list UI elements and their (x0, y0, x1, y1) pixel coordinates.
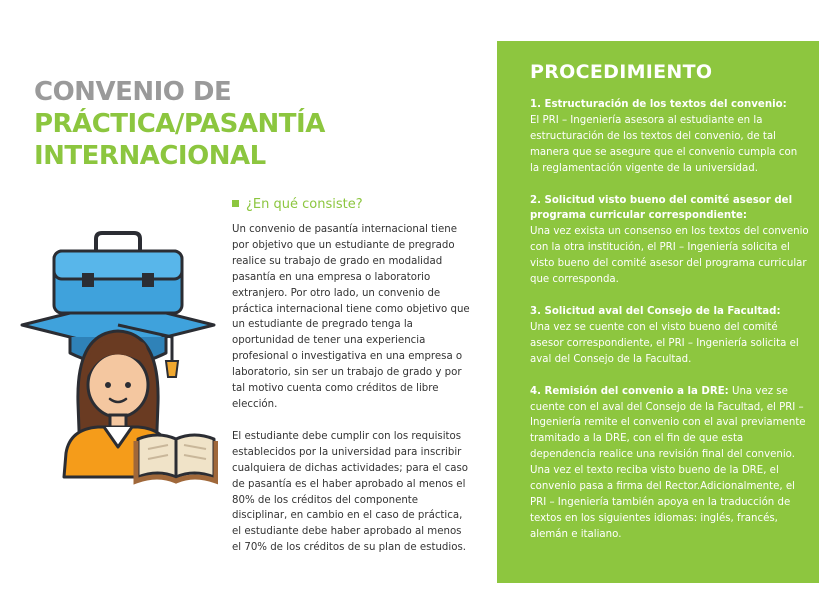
briefcase-icon (54, 233, 182, 313)
procedure-step (530, 97, 809, 177)
paragraph: Un convenio de pasantía internacional tiene por objetivo que un estudiante de pregrado realice su trabajo de grado en modalidad pasantía en una empresa o laboratorio extranjero. Por otro lado, un convenio de práctica internacional tiene como objetivo que un estudiante de pregrado tenga la oportunidad de tener una experiencia profesional o investigativa en una empresa o laboratorio, sin ser un trabajo de grado y por tal motivo cuenta como créditos de libre elección. (232, 224, 470, 410)
page-title (34, 76, 325, 172)
section-heading-text: ¿En qué consiste? (246, 197, 363, 212)
paragraph: El estudiante debe cumplir con los requisitos establecidos por la universidad para inscribir cualquiera de dichas actividades; para el caso de pasantía es el haber aprobado al menos el 80% de los créditos del componente disciplinar, en cambio en el caso de práctica, el estudiante debe haber aprobado al menos el 70% de los créditos de su plan de estudios. (232, 430, 468, 554)
step-text: Una vez se cuente con el visto bueno del comité asesor correspondiente, el PRI – Ingeniería solicita el aval del Consejo de la Facultad. (530, 321, 799, 365)
title-line-2: PRÁCTICA/PASANTÍA (34, 109, 325, 139)
section-heading (232, 197, 363, 212)
step-text: Una vez se cuente con el aval del Consejo de la Facultad, el PRI – Ingeniería remite el convenio con el aval previamente tramitado a la DRE, con el fin de que esta dependencia realice una revisión final del convenio. Una vez el texto reciba visto bueno de la DRE, el convenio pasa a firma del Rector.Adicionalmente, el PRI – Ingeniería también apoya en la traducción de textos en los siguientes idiomas: inglés, francés, alemán e italiano. (530, 385, 806, 540)
procedure-step (530, 384, 809, 543)
step-text: Una vez exista un consenso en los textos del convenio con la otra institución, el PRI – Ingeniería solicita el visto bueno del comité asesor del programa curricular que corresponda. (530, 226, 809, 286)
procedure-step (530, 193, 809, 288)
procedure-panel (497, 41, 819, 583)
procedure-step (530, 304, 809, 368)
step-heading: 4. Remisión del convenio a la DRE: (530, 385, 729, 397)
step-text: El PRI – Ingeniería asesora al estudiante en la estructuración de los textos del convenio, de tal manera que se asegure que el convenio cumpla con la reglamentación vigente de la universidad. (530, 114, 798, 174)
description-column (232, 222, 472, 572)
title-line-3: INTERNACIONAL (34, 141, 266, 171)
book-icon (136, 435, 216, 481)
step-heading: 2. Solicitud visto bueno del comité asesor del programa curricular correspondiente: (530, 194, 793, 222)
bullet-square-icon (232, 200, 239, 207)
step-heading: 3. Solicitud aval del Consejo de la Facultad: (530, 305, 781, 317)
title-line-1: CONVENIO DE (34, 77, 232, 107)
procedure-title: PROCEDIMIENTO (530, 61, 713, 83)
step-heading: 1. Estructuración de los textos del convenio: (530, 99, 787, 110)
student-graduation-illustration (18, 225, 218, 485)
